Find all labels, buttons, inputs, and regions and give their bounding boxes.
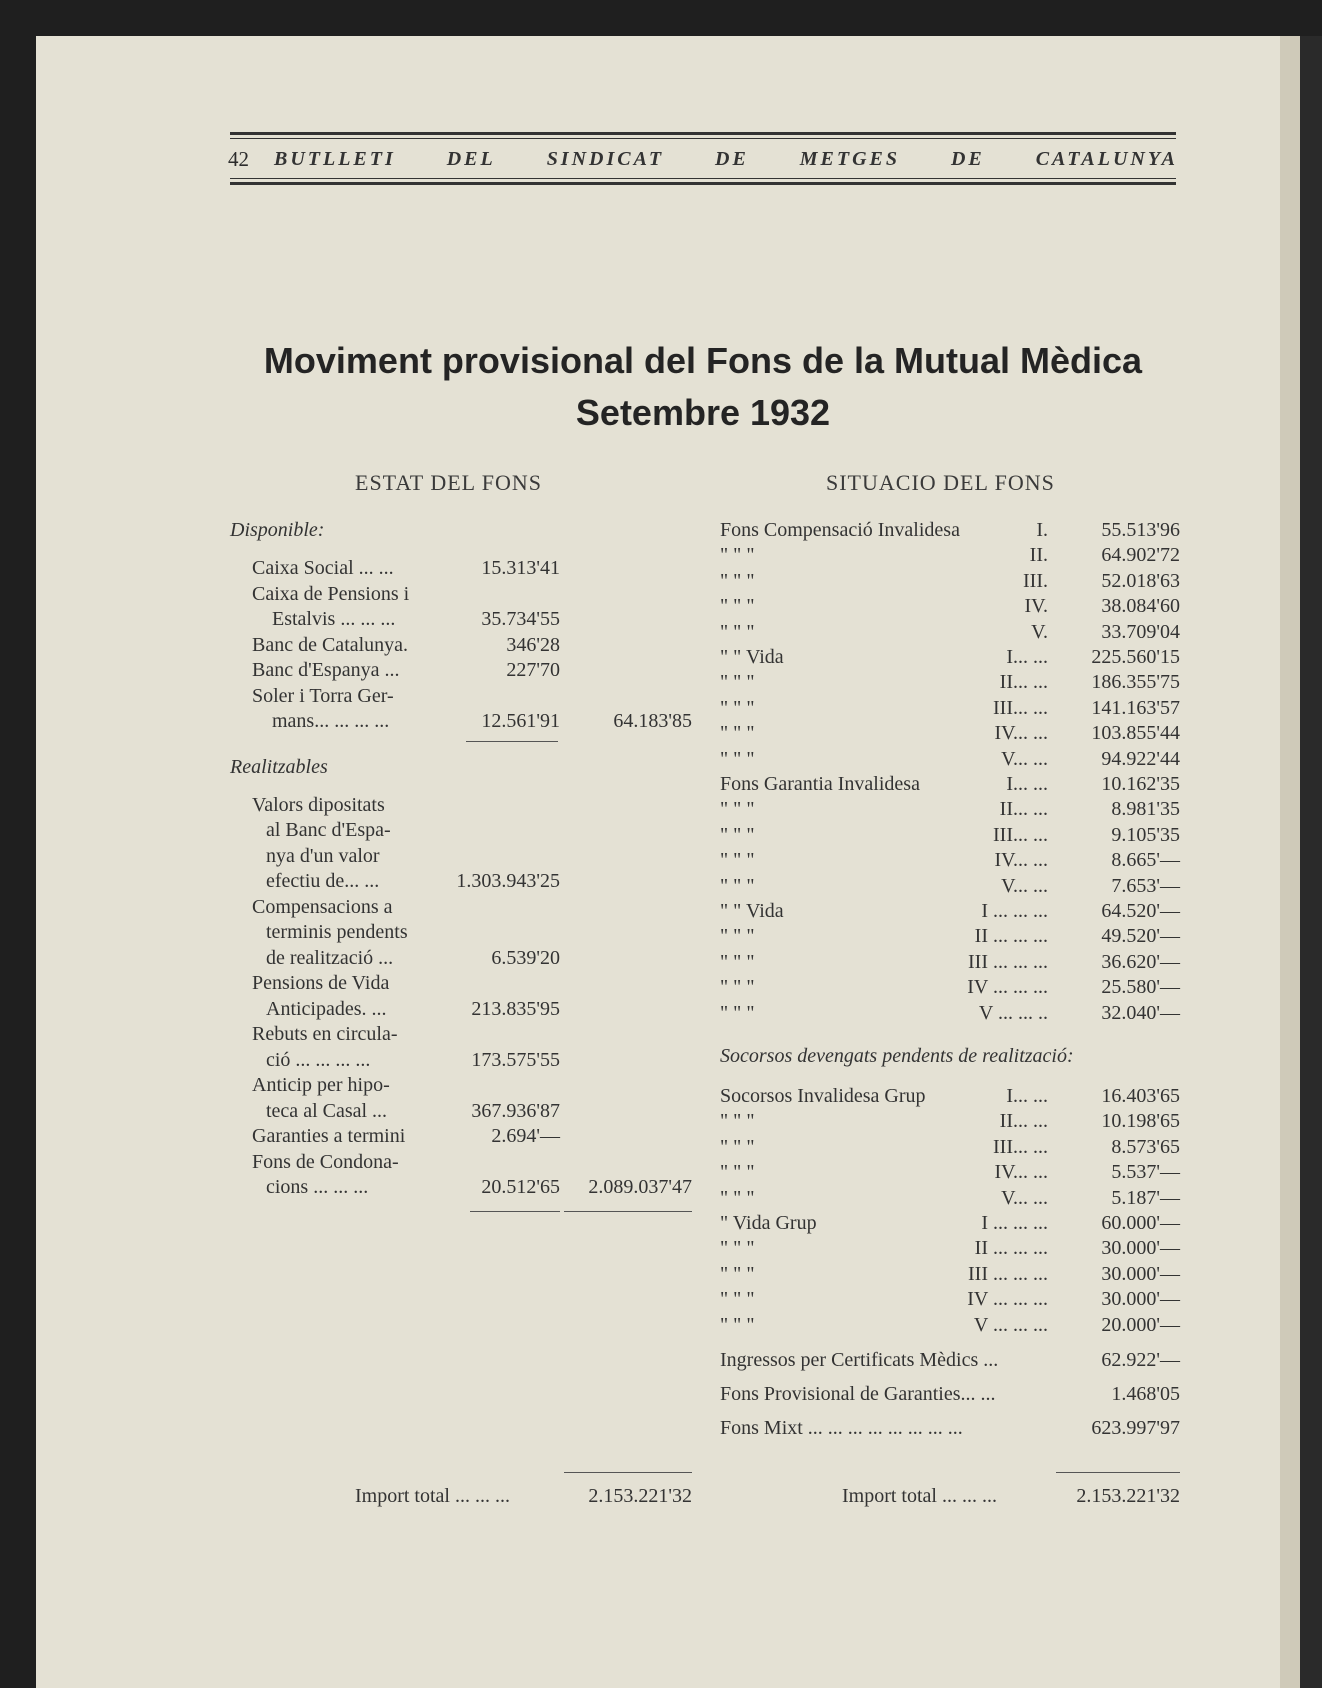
garantia-row-label: Fons Garantia Invalidesa [720,773,920,795]
compensacio-row-label: " " " [720,696,755,719]
compensacio-row-value: 94.922'44 [1101,747,1180,770]
compensacio-row-label: " " " [720,620,755,643]
asset-label: Garanties a termini [252,1125,406,1147]
asset-label: de realització ... [266,946,394,969]
fund-value: 62.922'— [1101,1349,1180,1371]
asset-value: 20.512'65 [481,1176,560,1198]
asset-value: 2.694'— [491,1125,560,1147]
asset-value: 1.303.943'25 [456,870,560,892]
asset-label: ció ... ... ... ... [266,1048,371,1071]
socorsos-row-value: 8.573'65 [1111,1135,1180,1158]
subtotal-rule [470,1211,560,1212]
compensacio-row-label: " " " [720,595,755,618]
compensacio-row-label: " " " [720,569,755,592]
socorsos-heading: Socorsos devengats pendents de realització: [720,1045,1074,1067]
running-head [228,144,1178,174]
socorsos-row-label: " " " [720,1110,755,1133]
header-rule-top [230,132,1176,135]
account-value: 35.734'55 [481,608,560,630]
socorsos-row-value: 30.000'— [1101,1262,1180,1285]
compensacio-row-label: Fons Compensació Invalidesa [720,519,960,541]
socorsos-row-grade: III... ... [993,1135,1048,1158]
account-label: Estalvis ... ... ... [272,608,396,630]
socorsos-row-value: 10.198'65 [1101,1110,1180,1133]
fund-label: Fons Provisional de Garanties... ... [720,1383,996,1405]
asset-value: 367.936'87 [471,1099,560,1122]
garantia-row-grade: IV ... ... ... [967,976,1048,999]
running-title-word: DE [715,148,749,170]
garantia-row-value: 49.520'— [1101,925,1180,948]
compensacio-row-value: 64.902'72 [1101,544,1180,567]
compensacio-row-grade: IV. [1024,595,1048,618]
socorsos-row-label: " " " [720,1288,755,1311]
compensacio-row-value: 55.513'96 [1101,519,1180,541]
garantia-row-grade: III ... ... ... [968,950,1048,973]
asset-label: Fons de Condona- [252,1150,399,1173]
compensacio-row-grade: V. [1031,620,1048,643]
asset-value: 173.575'55 [471,1048,560,1071]
realitzables-label: Realitzables [230,755,328,778]
compensacio-row-value: 38.084'60 [1101,595,1180,618]
garantia-row-label: " " Vida [720,900,784,922]
compensacio-row-grade: II. [1029,544,1048,567]
running-title-word: DE [950,148,985,170]
page-subtitle: Setembre 1932 [575,392,831,433]
garantia-row-grade: V ... ... .. [978,1001,1048,1024]
total-label: Import total ... ... ... [355,1485,510,1507]
garantia-row-label: " " " [720,925,755,948]
asset-label: Rebuts en circula- [252,1023,398,1045]
compensacio-row-label: " " " [720,747,755,770]
compensacio-row-grade: II... ... [999,671,1048,694]
socorsos-row-grade: IV... ... [994,1161,1048,1184]
subtotal-rule [466,741,558,742]
socorsos-row-label: " " " [720,1186,755,1209]
right-heading: SITUACIO DEL FONS [826,470,1055,495]
socorsos-row-grade: III ... ... ... [968,1262,1048,1285]
account-label: mans... ... ... ... [272,710,390,732]
socorsos-row-label: " Vida Grup [720,1212,817,1234]
compensacio-row-value: 33.709'04 [1101,620,1180,643]
socorsos-row-grade: V ... ... ... [973,1313,1048,1336]
account-value: 346'28 [506,633,560,656]
disponible-label: Disponible: [230,519,325,541]
garantia-row-value: 36.620'— [1101,950,1180,973]
fund-label: Fons Mixt ... ... ... ... ... ... ... ... [720,1417,963,1439]
socorsos-row-label: " " " [720,1237,755,1260]
asset-label: terminis pendents [266,921,408,943]
asset-label: efectiu de... ... [266,870,380,892]
account-value: 15.313'41 [481,557,560,579]
account-label: Banc d'Espanya ... [252,659,400,681]
garantia-row-label: " " " [720,976,755,999]
asset-label: Anticipades. ... [266,997,387,1020]
socorsos-row-grade: I... ... [1006,1085,1048,1107]
socorsos-row-grade: V... ... [1001,1186,1048,1209]
socorsos-row-value: 30.000'— [1101,1237,1180,1260]
page-title: Moviment provisional del Fons de la Mutual Mèdica [263,340,1143,381]
garantia-row-grade: I ... ... ... [981,900,1048,922]
socorsos-row-value: 16.403'65 [1101,1085,1180,1107]
garantia-row-label: " " " [720,849,755,872]
garantia-row-grade: II... ... [999,798,1048,821]
total-value: 2.153.221'32 [588,1485,692,1507]
socorsos-row-label: " " " [720,1135,755,1158]
socorsos-row-label: " " " [720,1262,755,1285]
compensacio-row-value: 52.018'63 [1101,569,1180,592]
socorsos-row-grade: II ... ... ... [974,1237,1048,1260]
account-value: 12.561'91 [481,710,560,732]
fund-value: 623.997'97 [1091,1417,1180,1439]
socorsos-row-label: Socorsos Invalidesa Grup [720,1085,926,1107]
socorsos-row-grade: II... ... [999,1110,1048,1133]
socorsos-row-value: 5.187'— [1111,1186,1180,1209]
compensacio-row-value: 186.355'75 [1091,671,1180,694]
garantia-row-grade: V... ... [1001,874,1048,897]
garantia-row-value: 25.580'— [1101,976,1180,999]
garantia-row-value: 64.520'— [1101,900,1180,922]
asset-label: Valors dipositats [252,793,385,816]
header-rule-bottom [230,182,1176,185]
garantia-row-value: 9.105'35 [1111,823,1180,846]
asset-label: Compensacions a [252,895,393,918]
running-title-word: METGES [799,148,901,170]
asset-value: 213.835'95 [471,997,560,1020]
running-title-word: SINDICAT [546,148,665,170]
binding-shadow [1300,36,1322,1688]
account-label: Soler i Torra Ger- [252,684,394,707]
garantia-row-label: " " " [720,874,755,897]
compensacio-row-label: " " " [720,722,755,745]
asset-value: 6.539'20 [491,946,560,969]
account-value: 227'70 [506,659,560,681]
total-rule [564,1472,692,1473]
garantia-row-label: " " " [720,950,755,973]
socorsos-row-label: " " " [720,1313,755,1336]
socorsos-row-value: 5.537'— [1111,1161,1180,1184]
subtotal-rule [564,1211,692,1212]
socorsos-row-value: 20.000'— [1101,1313,1180,1336]
fund-value: 1.468'05 [1111,1383,1180,1405]
running-title-word: CATALUNYA [1035,148,1178,170]
garantia-row-value: 8.665'— [1111,849,1180,872]
page-number: 42 [228,146,249,171]
running-title-word: BUTLLETI [274,148,396,170]
account-label: Caixa de Pensions i [252,582,410,605]
socorsos-row-label: " " " [720,1161,755,1184]
compensacio-row-grade: I. [1036,519,1048,541]
total-rule [1056,1472,1180,1473]
asset-label: Pensions de Vida [252,972,390,994]
running-title-word: DEL [446,148,496,170]
realitzables-total: 2.089.037'47 [588,1176,692,1198]
compensacio-row-value: 225.560'15 [1091,646,1180,668]
garantia-row-grade: III... ... [993,823,1048,846]
socorsos-row-value: 60.000'— [1101,1212,1180,1234]
left-heading: ESTAT DEL FONS [355,470,543,495]
asset-label: cions ... ... ... [266,1176,369,1198]
socorsos-row-grade: I ... ... ... [981,1212,1048,1234]
compensacio-row-label: " " " [720,671,755,694]
compensacio-row-grade: III... ... [993,696,1048,719]
garantia-row-grade: II ... ... ... [974,925,1048,948]
socorsos-row-value: 30.000'— [1101,1288,1180,1311]
garantia-row-value: 32.040'— [1101,1001,1180,1024]
socorsos-row-grade: IV ... ... ... [967,1288,1048,1311]
compensacio-row-value: 103.855'44 [1091,722,1180,745]
garantia-row-value: 7.653'— [1111,874,1180,897]
garantia-row-label: " " " [720,798,755,821]
asset-label: teca al Casal ... [266,1099,388,1122]
garantia-row-label: " " " [720,823,755,846]
total-label: Import total ... ... ... [842,1485,997,1507]
asset-label: nya d'un valor [266,844,380,867]
compensacio-row-grade: I... ... [1006,646,1048,668]
fund-label: Ingressos per Certificats Mèdics ... [720,1349,999,1371]
garantia-row-value: 8.981'35 [1111,798,1180,821]
garantia-row-value: 10.162'35 [1101,773,1180,795]
header-rule-top-thin [230,138,1176,139]
account-label: Banc de Catalunya. [252,633,409,656]
compensacio-row-grade: V... ... [1001,747,1048,770]
header-rule-bottom-thin [230,178,1176,179]
compensacio-row-grade: IV... ... [994,722,1048,745]
garantia-row-grade: IV... ... [994,849,1048,872]
disponible-total: 64.183'85 [613,710,692,732]
compensacio-row-value: 141.163'57 [1091,696,1180,719]
page-edge [1280,36,1300,1688]
asset-label: Anticip per hipo- [252,1074,390,1096]
compensacio-row-label: " " Vida [720,646,784,668]
garantia-row-label: " " " [720,1001,755,1024]
account-label: Caixa Social ... ... [252,557,394,579]
total-value: 2.153.221'32 [1076,1485,1180,1507]
running-title [274,147,1178,171]
compensacio-row-label: " " " [720,544,755,567]
compensacio-row-grade: III. [1023,569,1048,592]
asset-label: al Banc d'Espa- [266,819,391,841]
garantia-row-grade: I... ... [1006,773,1048,795]
